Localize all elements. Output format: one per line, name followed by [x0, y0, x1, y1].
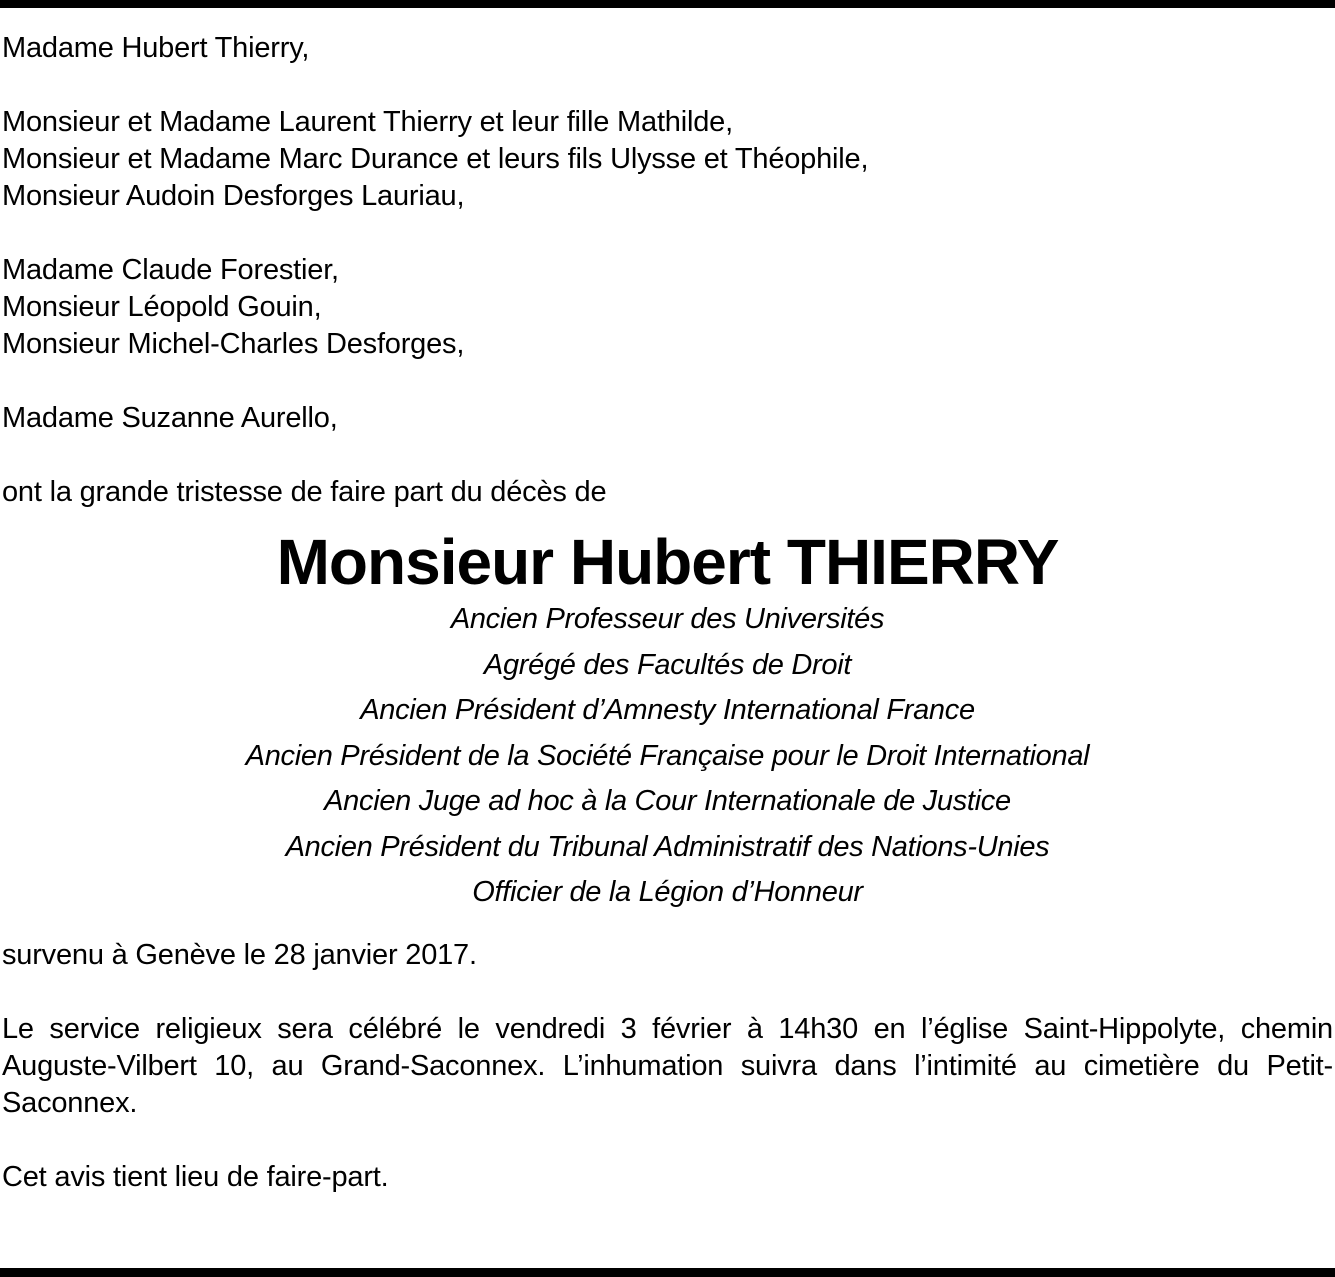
spacer [2, 1122, 1333, 1159]
deceased-name: Monsieur Hubert THIERRY [276, 526, 1059, 598]
spacer [2, 916, 1333, 937]
spacer [2, 67, 1333, 104]
title-line: Ancien Juge ad hoc à la Cour Internationale de Justice [324, 785, 1011, 817]
family-member: Monsieur Léopold Gouin, [2, 291, 322, 323]
honorific-titles [2, 597, 1333, 916]
spacer [2, 363, 1333, 400]
family-group-2 [2, 104, 1333, 215]
family-group-1 [2, 30, 1333, 67]
family-member: Monsieur et Madame Marc Durance et leurs fils Ulysse et Théophile, [2, 143, 869, 175]
family-member: Monsieur et Madame Laurent Thierry et leur fille Mathilde, [2, 106, 733, 138]
spacer [2, 974, 1333, 1011]
obituary-notice [2, 30, 1333, 1196]
title-line: Ancien Président du Tribunal Administratif des Nations-Unies [285, 830, 1050, 863]
family-member: Madame Suzanne Aurello, [2, 402, 338, 434]
bottom-rule [0, 1268, 1335, 1277]
top-rule [0, 0, 1335, 8]
title-line: Ancien Président d’Amnesty International France [360, 694, 975, 726]
service-details: Le service religieux sera célébré le vendredi 3 février à 14h30 en l’église Saint-Hippolyte, chemin Auguste-Vilbert 10, au Grand-Saconnex. L’inhumation suivra dans l’intimité au cimetière du Petit-Saconnex. [2, 1012, 1333, 1119]
spacer [2, 437, 1333, 474]
family-member: Madame Hubert Thierry, [2, 32, 310, 64]
family-member: Madame Claude Forestier, [2, 254, 339, 286]
title-line: Officier de la Légion d’Honneur [472, 876, 863, 908]
family-member: Monsieur Audoin Desforges Lauriau, [2, 180, 465, 212]
family-group-3 [2, 252, 1333, 363]
title-line: Ancien Président de la Société Française pour le Droit International [245, 739, 1090, 772]
family-member: Monsieur Michel-Charles Desforges, [2, 328, 465, 360]
title-line: Ancien Professeur des Universités [450, 603, 885, 635]
family-group-4 [2, 400, 1333, 437]
title-line: Agrégé des Facultés de Droit [483, 648, 852, 681]
announcement-text: ont la grande tristesse de faire part du décès de [2, 476, 607, 508]
spacer [2, 215, 1333, 252]
death-place-date: survenu à Genève le 28 janvier 2017. [2, 938, 477, 971]
closing-note: Cet avis tient lieu de faire-part. [2, 1160, 389, 1193]
